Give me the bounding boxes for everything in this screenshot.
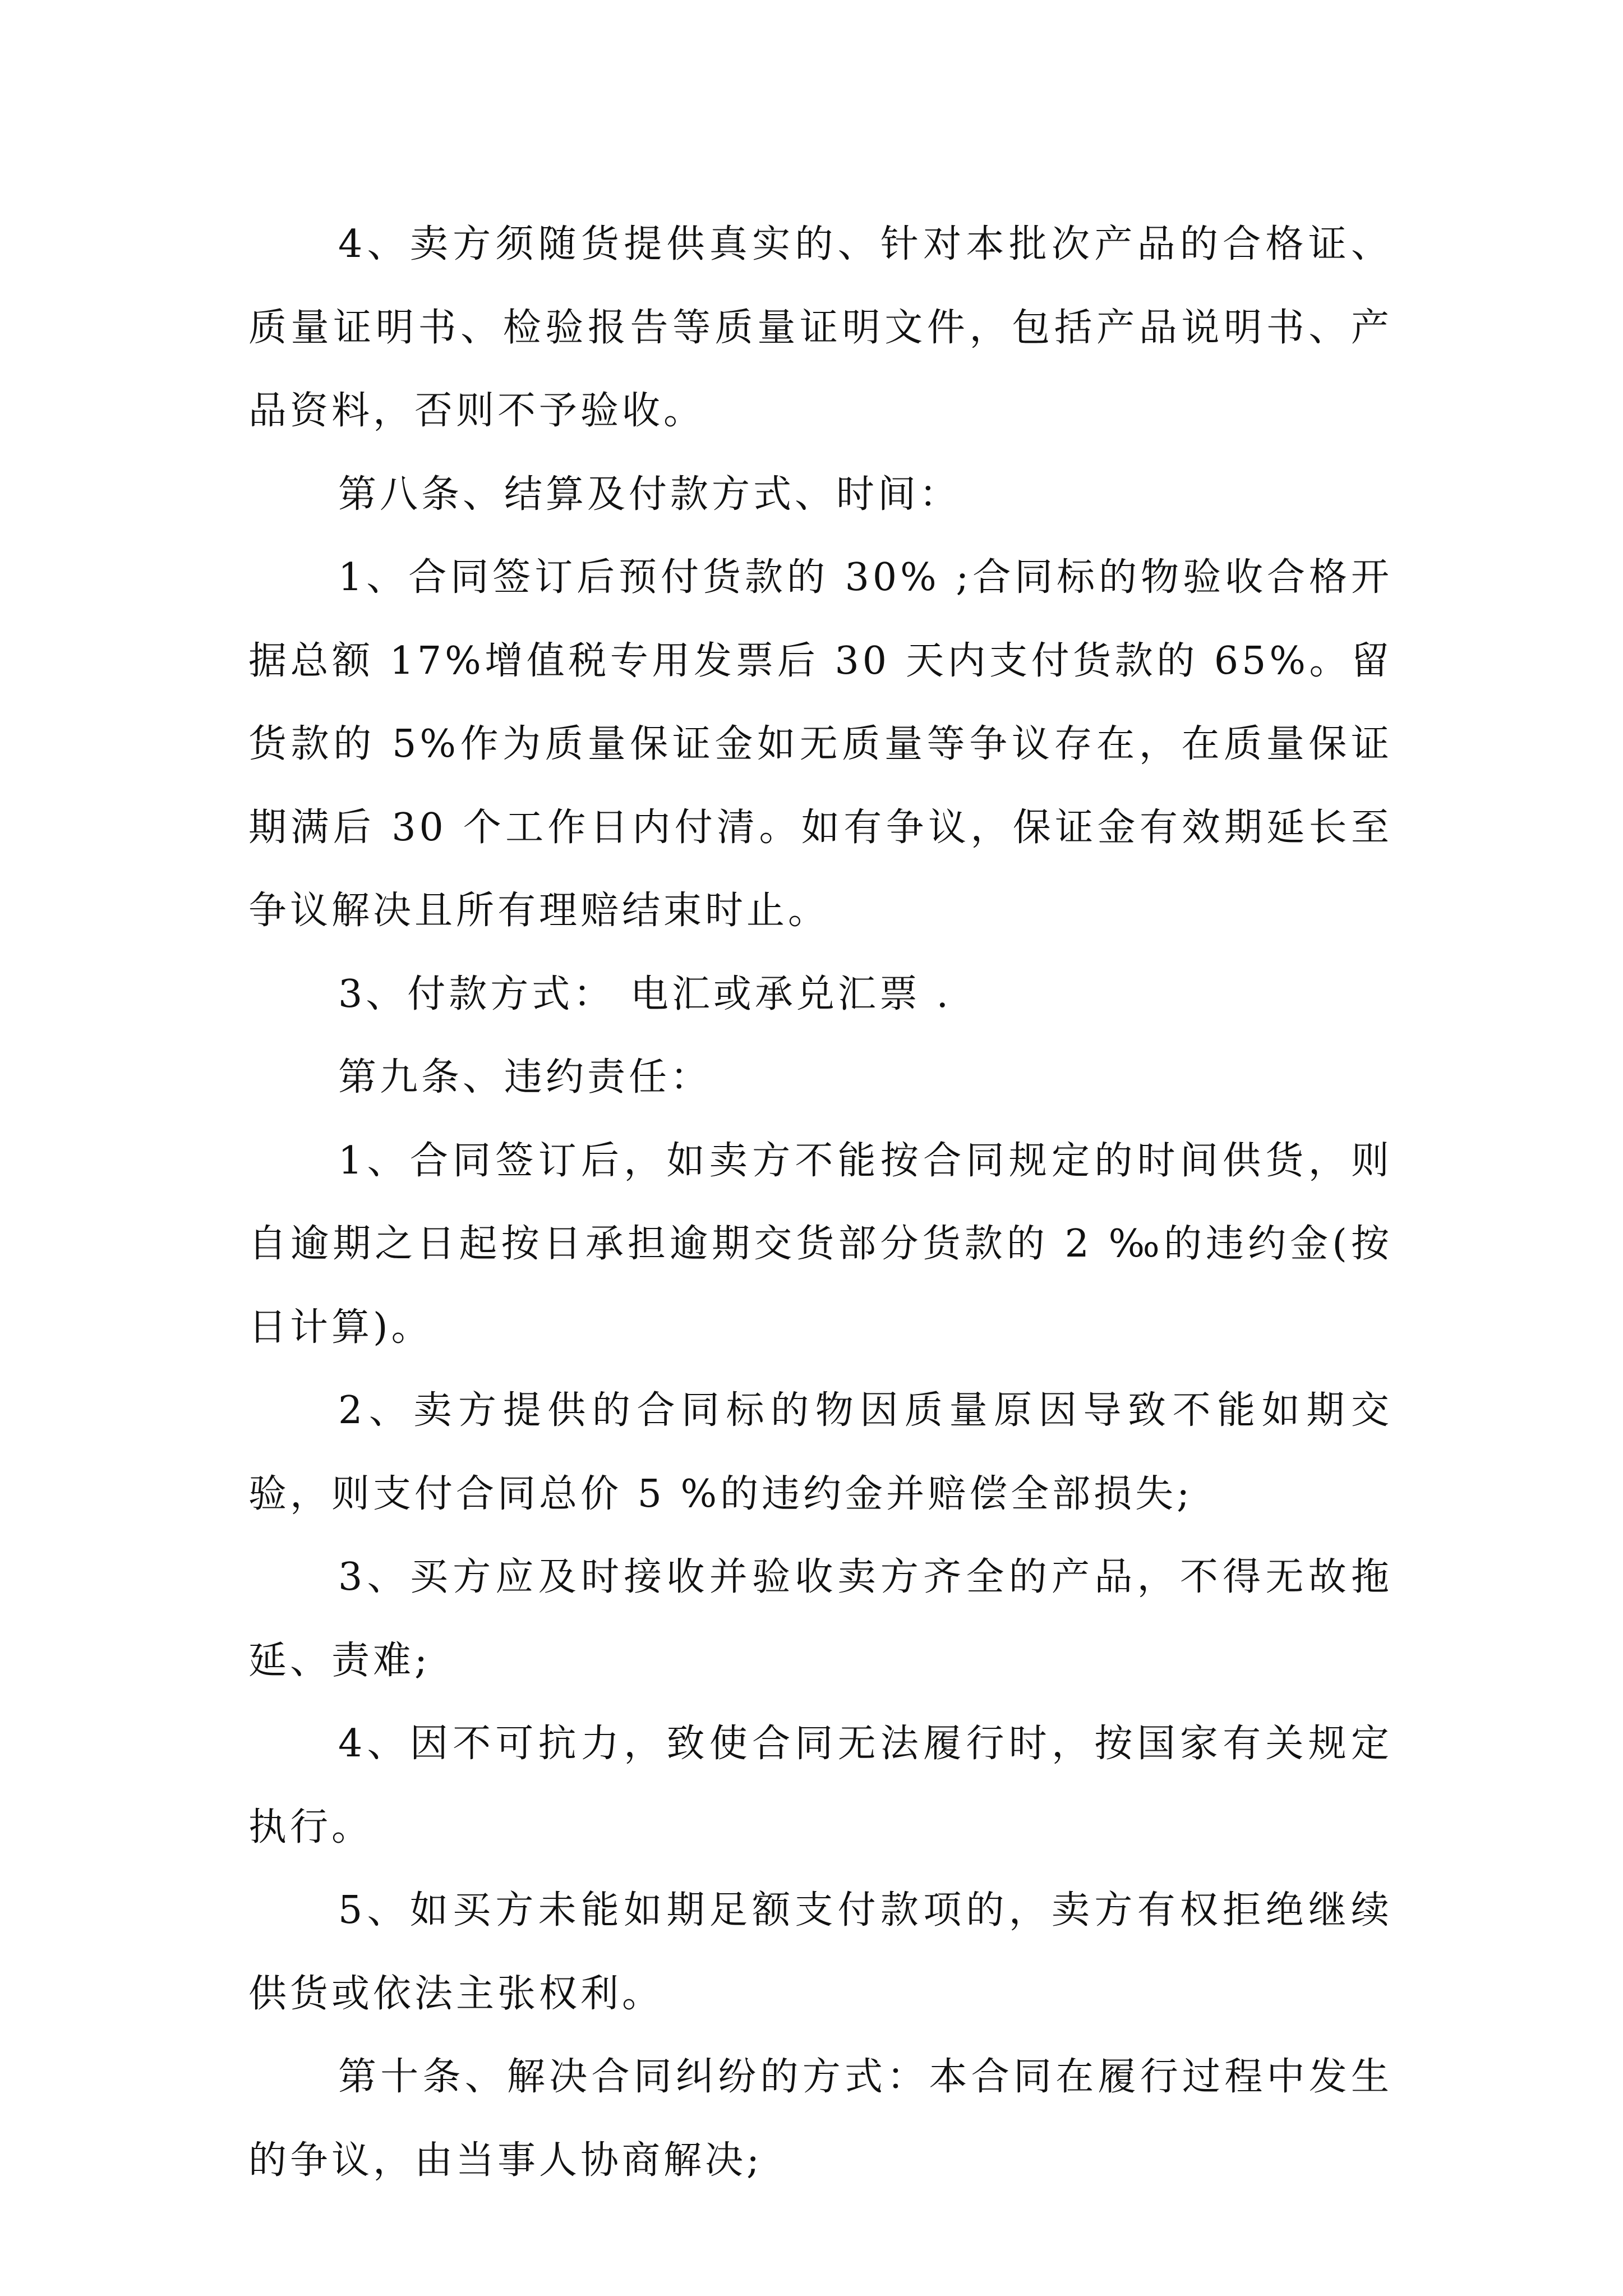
paragraph-article-10-dispute: 第十条、解决合同纠纷的方式：本合同在履行过程中发生的争议，由当事人协商解决; <box>248 2055 1393 2183</box>
paragraph-quality-documents: 4、卖方须随货提供真实的、针对本批次产品的合格证、质量证明书、检验报告等质量证明文件，包括产品说明书、产品资料，否则不予验收。 <box>248 222 1393 433</box>
heading-article-9: 第九条、违约责任： <box>338 1055 712 1099</box>
paragraph-prepayment-terms: 1、合同签订后预付货款的 30% ;合同标的物验收合格开据总额 17%增值税专用发票后 30 天内支付货款的 65%。留货款的 5%作为质量保证金如无质量等争议存在，在质量保证期满后 30 个工作日内付清。如有争议，保证金有效期延长至争议解决且所有理赔结束时止。 <box>248 555 1393 933</box>
paragraph-late-delivery-penalty: 1、合同签订后，如卖方不能按合同规定的时间供货，则自逾期之日起按日承担逾期交货部分货款的 2 ‰的违约金(按日计算)。 <box>248 1138 1393 1350</box>
heading-article-8: 第八条、结算及付款方式、时间： <box>338 472 961 517</box>
paragraph-payment-method: 3、付款方式： 电汇或承兑汇票 . <box>338 972 952 1016</box>
paragraph-force-majeure: 4、因不可抗力，致使合同无法履行时，按国家有关规定执行。 <box>248 1722 1393 1849</box>
paragraph-buyer-acceptance: 3、买方应及时接收并验收卖方齐全的产品，不得无故拖延、责难; <box>248 1555 1393 1683</box>
contract-text-body <box>248 203 1393 2202</box>
paragraph-quality-penalty: 2、卖方提供的合同标的物因质量原因导致不能如期交验，则支付合同总价 5 %的违约金并赔偿全部损失; <box>248 1388 1393 1516</box>
paragraph-buyer-payment-default: 5、如买方未能如期足额支付款项的，卖方有权拒绝继续供货或依法主张权利。 <box>248 1888 1393 2016</box>
